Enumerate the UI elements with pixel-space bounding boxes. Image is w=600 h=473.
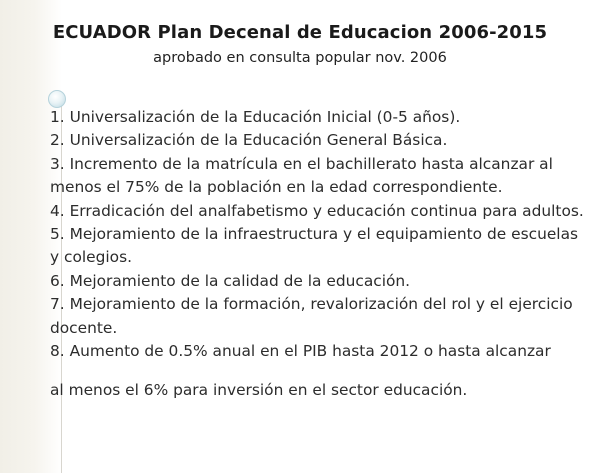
list-item: 1. Universalización de la Educación Inicial (0-5 años). [50, 108, 461, 126]
list-item: 3. Incremento de la matrícula en el bachillerato hasta alcanzar al menos el 75% de la población en la edad correspondiente. [50, 154, 553, 197]
list-item: 5. Mejoramiento de la infraestructura y el equipamiento de escuelas y colegios. [50, 225, 579, 267]
list-item: 2. Universalización de la Educación General Básica. [50, 131, 448, 150]
list-item: 4. Erradicación del analfabetismo y educación continua para adultos. [50, 201, 584, 220]
slide-subtitle: aprobado en consulta popular nov. 2006 [153, 50, 447, 66]
list-item: 7. Mejoramiento de la formación, revalorización del rol y el ejercicio docente. [50, 295, 573, 337]
list-item: 6. Mejoramiento de la calidad de la educación. [50, 271, 411, 290]
goals-list [50, 106, 590, 403]
slide-title: ECUADOR Plan Decenal de Educacion 2006-2015 [52, 22, 548, 43]
list-item-continuation: al menos el 6% para inversión en el sector educación. [50, 381, 468, 400]
list-item-text: 8. Aumento de 0.5% anual en el PIB hasta 2012 o hasta alcanzar [50, 342, 551, 361]
list-item [50, 340, 590, 403]
